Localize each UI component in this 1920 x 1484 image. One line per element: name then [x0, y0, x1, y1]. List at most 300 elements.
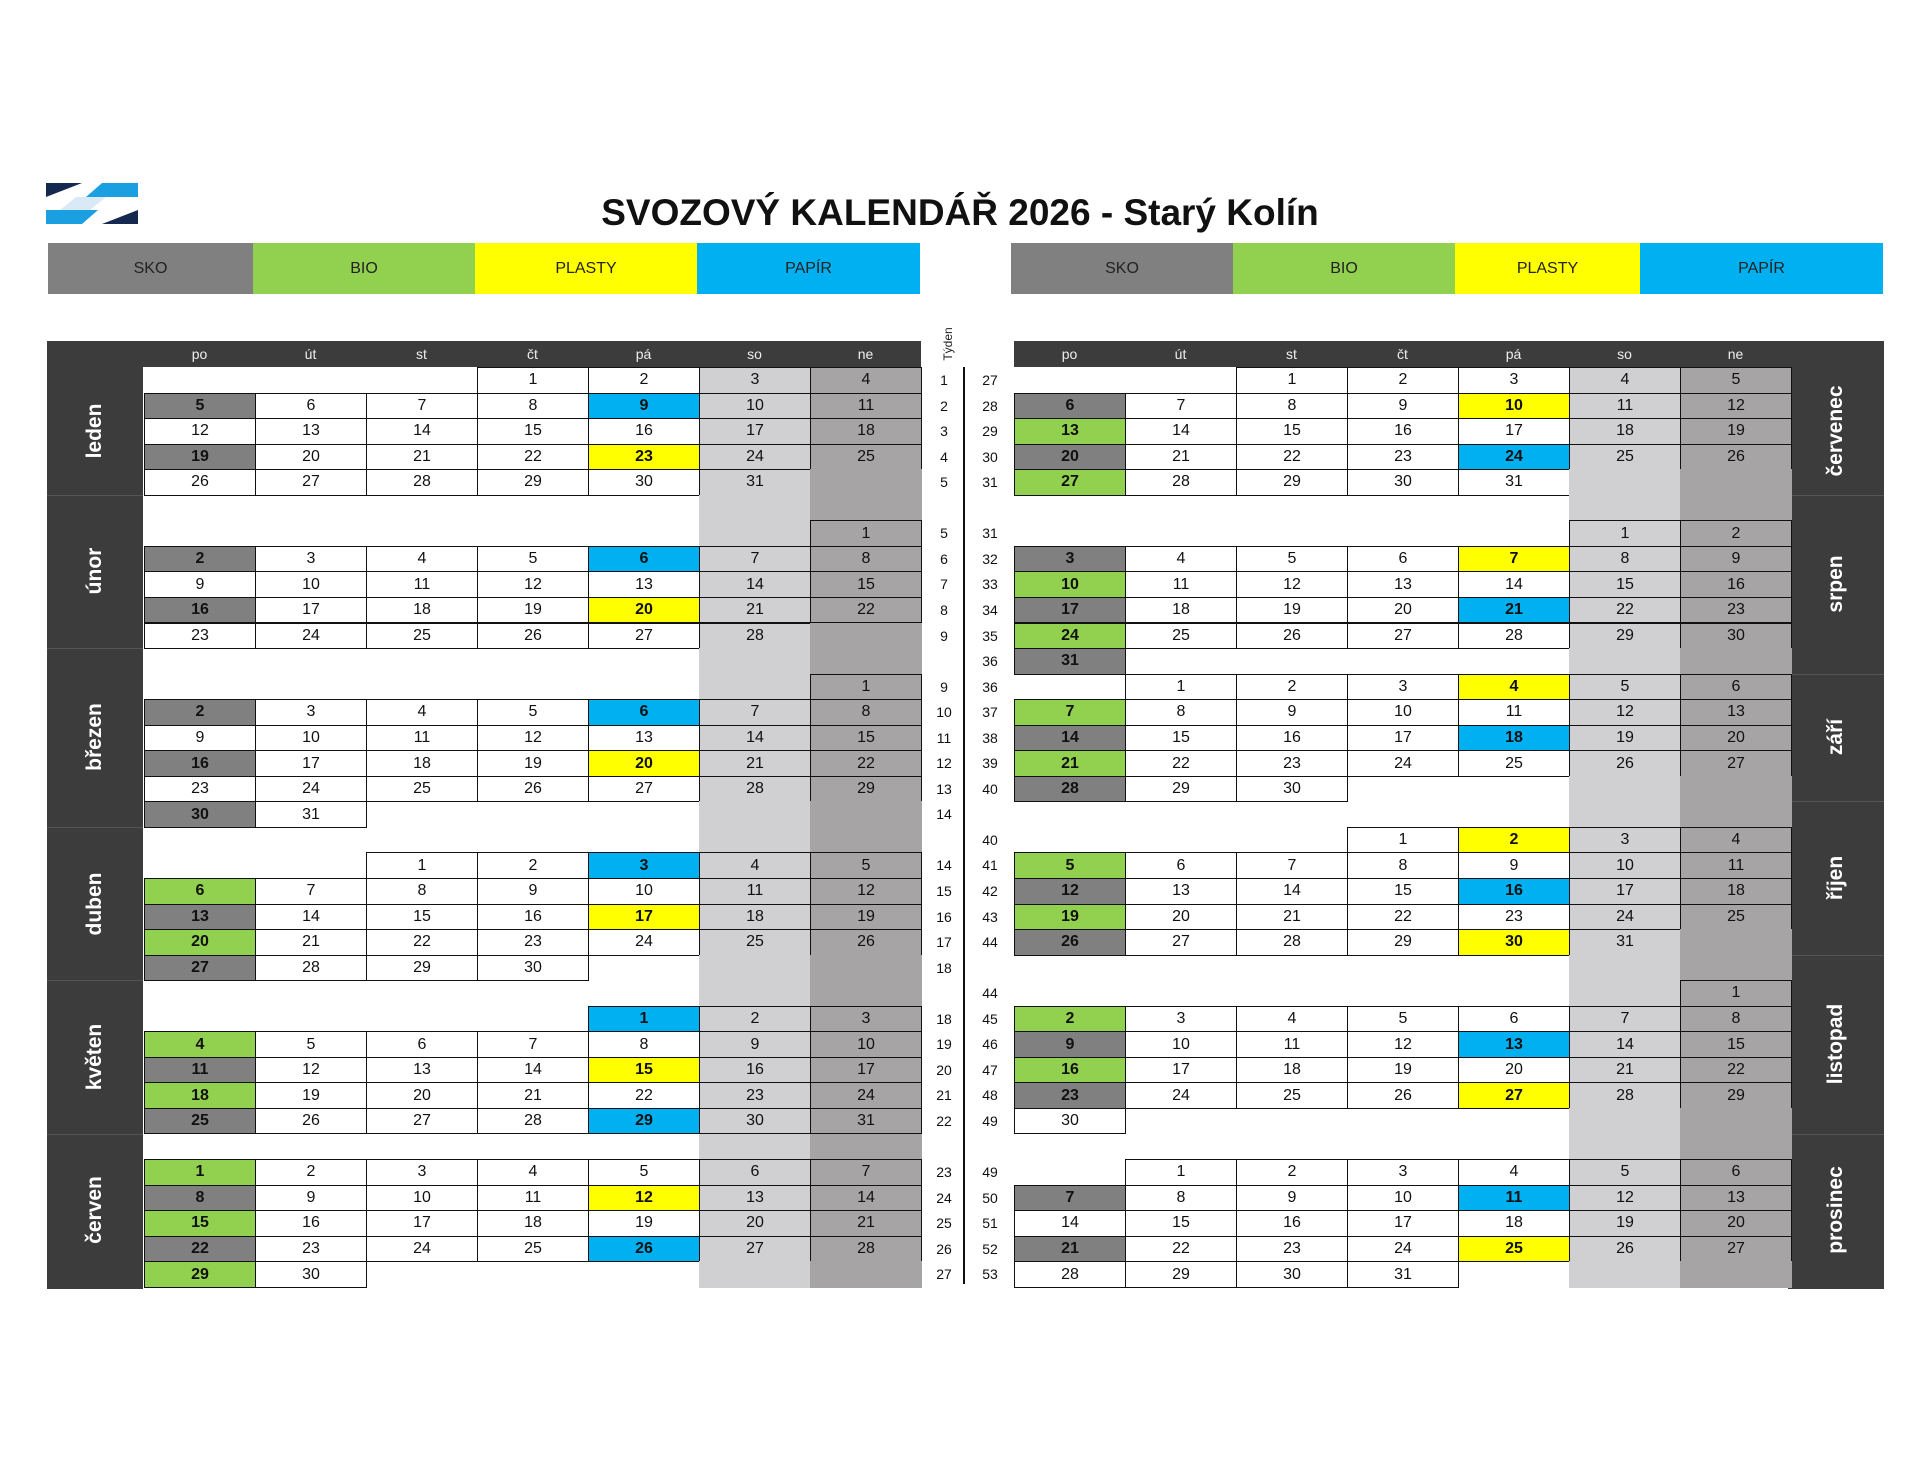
day-cell-sko[interactable]: 9 — [1014, 1031, 1126, 1058]
day-cell[interactable]: 27 — [1125, 929, 1237, 956]
day-cell[interactable]: 21 — [477, 1082, 589, 1109]
day-cell[interactable]: 3 — [1347, 674, 1459, 701]
day-cell-plasty[interactable]: 20 — [588, 750, 700, 777]
day-cell[interactable]: 28 — [699, 776, 811, 803]
day-cell-bio[interactable]: 29 — [144, 1261, 256, 1288]
day-cell[interactable]: 29 — [1680, 1082, 1792, 1109]
day-cell[interactable]: 6 — [1680, 1159, 1792, 1186]
day-cell[interactable] — [1236, 520, 1348, 547]
day-cell[interactable]: 28 — [810, 1236, 922, 1263]
day-cell[interactable]: 31 — [1458, 469, 1570, 496]
day-cell[interactable]: 15 — [810, 725, 922, 752]
day-cell[interactable]: 27 — [1347, 623, 1459, 650]
day-cell[interactable]: 2 — [1347, 367, 1459, 394]
day-cell[interactable]: 23 — [1236, 1236, 1348, 1263]
day-cell[interactable]: 26 — [810, 929, 922, 956]
day-cell[interactable] — [255, 1134, 367, 1161]
day-cell[interactable]: 22 — [366, 929, 478, 956]
day-cell[interactable] — [1347, 495, 1459, 522]
day-cell[interactable] — [1014, 495, 1126, 522]
day-cell[interactable]: 28 — [1125, 469, 1237, 496]
day-cell[interactable] — [1347, 648, 1459, 675]
day-cell[interactable]: 18 — [1236, 1057, 1348, 1084]
day-cell[interactable]: 30 — [1347, 469, 1459, 496]
day-cell[interactable]: 21 — [1236, 904, 1348, 931]
day-cell[interactable]: 4 — [1569, 367, 1681, 394]
day-cell[interactable]: 3 — [1569, 827, 1681, 854]
day-cell[interactable]: 20 — [1347, 597, 1459, 624]
day-cell[interactable]: 7 — [255, 878, 367, 905]
day-cell[interactable]: 25 — [1680, 904, 1792, 931]
day-cell-plasty[interactable]: 27 — [1458, 1082, 1570, 1109]
day-cell[interactable]: 14 — [699, 571, 811, 598]
day-cell[interactable] — [1458, 776, 1570, 803]
day-cell[interactable]: 30 — [699, 1108, 811, 1135]
day-cell[interactable] — [1680, 801, 1792, 828]
day-cell[interactable]: 9 — [1680, 546, 1792, 573]
day-cell[interactable]: 8 — [588, 1031, 700, 1058]
day-cell[interactable]: 5 — [1569, 674, 1681, 701]
day-cell[interactable]: 12 — [1569, 1185, 1681, 1212]
day-cell[interactable]: 7 — [366, 393, 478, 420]
day-cell[interactable]: 13 — [1125, 878, 1237, 905]
day-cell[interactable]: 1 — [1125, 1159, 1237, 1186]
day-cell[interactable]: 9 — [144, 725, 256, 752]
day-cell[interactable]: 28 — [1458, 623, 1570, 650]
day-cell[interactable]: 10 — [699, 393, 811, 420]
day-cell[interactable]: 30 — [255, 1261, 367, 1288]
day-cell[interactable]: 19 — [1236, 597, 1348, 624]
day-cell[interactable]: 15 — [1125, 725, 1237, 752]
day-cell[interactable]: 5 — [477, 699, 589, 726]
day-cell[interactable]: 10 — [1569, 852, 1681, 879]
day-cell[interactable]: 20 — [1458, 1057, 1570, 1084]
day-cell[interactable]: 21 — [255, 929, 367, 956]
day-cell[interactable]: 12 — [1680, 393, 1792, 420]
day-cell[interactable] — [1458, 1261, 1570, 1288]
day-cell[interactable]: 28 — [1014, 1261, 1126, 1288]
day-cell[interactable]: 10 — [810, 1031, 922, 1058]
day-cell[interactable]: 9 — [1236, 699, 1348, 726]
day-cell[interactable] — [366, 827, 478, 854]
day-cell[interactable] — [810, 827, 922, 854]
day-cell[interactable]: 6 — [366, 1031, 478, 1058]
day-cell[interactable] — [1125, 1108, 1237, 1135]
day-cell[interactable]: 16 — [255, 1210, 367, 1237]
day-cell[interactable]: 24 — [255, 776, 367, 803]
day-cell-sko[interactable]: 19 — [144, 444, 256, 471]
day-cell[interactable]: 15 — [1347, 878, 1459, 905]
day-cell[interactable]: 8 — [810, 699, 922, 726]
day-cell[interactable]: 21 — [810, 1210, 922, 1237]
day-cell[interactable]: 4 — [366, 699, 478, 726]
day-cell[interactable]: 19 — [810, 904, 922, 931]
day-cell-bio[interactable]: 1 — [144, 1159, 256, 1186]
day-cell[interactable]: 23 — [144, 776, 256, 803]
day-cell[interactable]: 15 — [1569, 571, 1681, 598]
day-cell-sko[interactable]: 31 — [1014, 648, 1126, 675]
day-cell-papir[interactable]: 29 — [588, 1108, 700, 1135]
day-cell-papir[interactable]: 6 — [588, 699, 700, 726]
day-cell[interactable]: 30 — [588, 469, 700, 496]
day-cell-bio[interactable]: 5 — [1014, 852, 1126, 879]
day-cell[interactable]: 27 — [588, 623, 700, 650]
day-cell[interactable] — [699, 955, 811, 982]
day-cell[interactable] — [699, 520, 811, 547]
day-cell[interactable]: 27 — [1680, 1236, 1792, 1263]
day-cell[interactable] — [1347, 1134, 1459, 1161]
day-cell[interactable]: 3 — [255, 699, 367, 726]
day-cell[interactable]: 17 — [810, 1057, 922, 1084]
day-cell[interactable]: 7 — [810, 1159, 922, 1186]
day-cell-papir[interactable]: 9 — [588, 393, 700, 420]
day-cell[interactable] — [699, 801, 811, 828]
day-cell[interactable] — [1458, 801, 1570, 828]
day-cell[interactable]: 9 — [255, 1185, 367, 1212]
day-cell[interactable]: 2 — [1680, 520, 1792, 547]
day-cell[interactable]: 22 — [1125, 750, 1237, 777]
day-cell-sko[interactable]: 17 — [1014, 597, 1126, 624]
day-cell[interactable] — [366, 1006, 478, 1033]
day-cell[interactable] — [144, 1006, 256, 1033]
day-cell[interactable]: 25 — [1569, 444, 1681, 471]
day-cell[interactable] — [144, 980, 256, 1007]
day-cell[interactable]: 18 — [1458, 1210, 1570, 1237]
day-cell[interactable]: 25 — [366, 623, 478, 650]
day-cell[interactable]: 14 — [255, 904, 367, 931]
day-cell[interactable] — [255, 852, 367, 879]
day-cell[interactable]: 19 — [1347, 1057, 1459, 1084]
day-cell[interactable]: 18 — [810, 418, 922, 445]
day-cell[interactable] — [477, 520, 589, 547]
day-cell[interactable]: 26 — [1236, 623, 1348, 650]
day-cell[interactable]: 3 — [366, 1159, 478, 1186]
day-cell[interactable]: 22 — [810, 597, 922, 624]
day-cell[interactable]: 25 — [699, 929, 811, 956]
day-cell[interactable] — [1458, 955, 1570, 982]
day-cell[interactable]: 7 — [699, 546, 811, 573]
day-cell[interactable]: 3 — [699, 367, 811, 394]
day-cell[interactable]: 23 — [1680, 597, 1792, 624]
day-cell[interactable] — [1014, 520, 1126, 547]
day-cell[interactable]: 3 — [810, 1006, 922, 1033]
day-cell[interactable]: 26 — [1569, 750, 1681, 777]
day-cell[interactable] — [144, 852, 256, 879]
day-cell[interactable] — [588, 955, 700, 982]
day-cell[interactable]: 14 — [1014, 1210, 1126, 1237]
day-cell[interactable]: 15 — [1680, 1031, 1792, 1058]
day-cell-plasty[interactable]: 25 — [1458, 1236, 1570, 1263]
day-cell[interactable] — [1014, 1159, 1126, 1186]
day-cell[interactable] — [1680, 495, 1792, 522]
day-cell[interactable]: 5 — [255, 1031, 367, 1058]
day-cell[interactable]: 27 — [255, 469, 367, 496]
day-cell[interactable]: 3 — [1458, 367, 1570, 394]
day-cell[interactable] — [1014, 1134, 1126, 1161]
day-cell[interactable]: 11 — [810, 393, 922, 420]
day-cell[interactable] — [1347, 1108, 1459, 1135]
day-cell-papir[interactable]: 1 — [588, 1006, 700, 1033]
day-cell[interactable]: 20 — [366, 1082, 478, 1109]
day-cell[interactable]: 28 — [255, 955, 367, 982]
day-cell[interactable]: 21 — [1569, 1057, 1681, 1084]
day-cell-bio[interactable]: 15 — [144, 1210, 256, 1237]
day-cell[interactable] — [477, 980, 589, 1007]
day-cell[interactable] — [810, 469, 922, 496]
day-cell[interactable]: 5 — [588, 1159, 700, 1186]
day-cell[interactable]: 4 — [810, 367, 922, 394]
day-cell[interactable] — [1347, 776, 1459, 803]
day-cell-plasty[interactable]: 23 — [588, 444, 700, 471]
day-cell[interactable] — [1458, 980, 1570, 1007]
day-cell[interactable]: 12 — [255, 1057, 367, 1084]
day-cell[interactable]: 24 — [699, 444, 811, 471]
day-cell[interactable] — [366, 674, 478, 701]
day-cell[interactable]: 9 — [1347, 393, 1459, 420]
day-cell[interactable]: 18 — [1569, 418, 1681, 445]
day-cell[interactable] — [588, 495, 700, 522]
day-cell[interactable]: 2 — [255, 1159, 367, 1186]
day-cell[interactable]: 26 — [1680, 444, 1792, 471]
day-cell[interactable]: 2 — [1236, 674, 1348, 701]
day-cell[interactable] — [1014, 801, 1126, 828]
day-cell[interactable]: 13 — [255, 418, 367, 445]
day-cell[interactable]: 18 — [1125, 597, 1237, 624]
day-cell[interactable] — [144, 495, 256, 522]
day-cell[interactable] — [477, 495, 589, 522]
day-cell[interactable]: 18 — [699, 904, 811, 931]
day-cell[interactable]: 29 — [477, 469, 589, 496]
day-cell[interactable] — [1569, 955, 1681, 982]
day-cell[interactable] — [144, 674, 256, 701]
day-cell[interactable] — [1458, 1108, 1570, 1135]
day-cell[interactable]: 14 — [810, 1185, 922, 1212]
day-cell[interactable]: 15 — [477, 418, 589, 445]
day-cell[interactable] — [699, 495, 811, 522]
day-cell[interactable] — [699, 1134, 811, 1161]
day-cell[interactable]: 3 — [1125, 1006, 1237, 1033]
day-cell[interactable] — [810, 623, 922, 650]
day-cell[interactable]: 5 — [1347, 1006, 1459, 1033]
day-cell[interactable]: 23 — [255, 1236, 367, 1263]
day-cell[interactable]: 7 — [1125, 393, 1237, 420]
day-cell[interactable]: 11 — [1458, 699, 1570, 726]
day-cell[interactable] — [588, 1261, 700, 1288]
day-cell[interactable]: 29 — [810, 776, 922, 803]
day-cell[interactable] — [810, 648, 922, 675]
day-cell-bio[interactable]: 6 — [144, 878, 256, 905]
day-cell[interactable] — [588, 674, 700, 701]
day-cell-plasty[interactable]: 12 — [588, 1185, 700, 1212]
day-cell[interactable] — [1680, 1134, 1792, 1161]
day-cell-sko[interactable]: 26 — [1014, 929, 1126, 956]
day-cell-papir[interactable]: 18 — [1458, 725, 1570, 752]
day-cell-papir[interactable]: 6 — [588, 546, 700, 573]
day-cell[interactable]: 10 — [1125, 1031, 1237, 1058]
day-cell[interactable]: 17 — [1125, 1057, 1237, 1084]
day-cell[interactable]: 17 — [1569, 878, 1681, 905]
day-cell[interactable] — [1569, 648, 1681, 675]
day-cell[interactable]: 22 — [1236, 444, 1348, 471]
day-cell[interactable] — [144, 367, 256, 394]
day-cell[interactable]: 12 — [1236, 571, 1348, 598]
day-cell[interactable]: 14 — [1125, 418, 1237, 445]
day-cell[interactable]: 5 — [1236, 546, 1348, 573]
day-cell[interactable]: 23 — [1458, 904, 1570, 931]
day-cell[interactable]: 22 — [477, 444, 589, 471]
day-cell[interactable] — [1014, 674, 1126, 701]
day-cell[interactable] — [1014, 955, 1126, 982]
day-cell[interactable] — [699, 674, 811, 701]
day-cell[interactable]: 6 — [1347, 546, 1459, 573]
day-cell[interactable]: 2 — [699, 1006, 811, 1033]
day-cell[interactable]: 1 — [1569, 520, 1681, 547]
day-cell[interactable]: 21 — [1125, 444, 1237, 471]
day-cell[interactable] — [144, 827, 256, 854]
day-cell[interactable]: 28 — [477, 1108, 589, 1135]
day-cell[interactable] — [255, 980, 367, 1007]
day-cell[interactable] — [1347, 520, 1459, 547]
day-cell[interactable] — [1569, 1134, 1681, 1161]
day-cell[interactable] — [255, 520, 367, 547]
day-cell[interactable]: 1 — [1236, 367, 1348, 394]
day-cell[interactable]: 5 — [1569, 1159, 1681, 1186]
day-cell[interactable]: 1 — [810, 520, 922, 547]
day-cell[interactable]: 5 — [477, 546, 589, 573]
day-cell[interactable] — [144, 520, 256, 547]
day-cell-bio[interactable]: 19 — [1014, 904, 1126, 931]
day-cell-sko[interactable]: 2 — [144, 699, 256, 726]
day-cell[interactable]: 29 — [1125, 1261, 1237, 1288]
day-cell-sko[interactable]: 27 — [144, 955, 256, 982]
day-cell[interactable] — [1125, 955, 1237, 982]
day-cell[interactable]: 10 — [255, 725, 367, 752]
day-cell-bio[interactable]: 21 — [1014, 750, 1126, 777]
day-cell[interactable] — [1458, 1134, 1570, 1161]
day-cell[interactable] — [810, 801, 922, 828]
day-cell[interactable]: 21 — [699, 597, 811, 624]
day-cell[interactable]: 1 — [477, 367, 589, 394]
day-cell[interactable] — [1569, 980, 1681, 1007]
day-cell[interactable]: 20 — [699, 1210, 811, 1237]
day-cell[interactable] — [144, 648, 256, 675]
day-cell[interactable]: 29 — [1125, 776, 1237, 803]
day-cell[interactable]: 2 — [1236, 1159, 1348, 1186]
day-cell[interactable]: 16 — [1236, 725, 1348, 752]
day-cell[interactable]: 5 — [810, 852, 922, 879]
day-cell[interactable] — [366, 1134, 478, 1161]
day-cell[interactable]: 10 — [588, 878, 700, 905]
day-cell[interactable] — [255, 827, 367, 854]
day-cell[interactable]: 3 — [1347, 1159, 1459, 1186]
day-cell-sko[interactable]: 5 — [144, 393, 256, 420]
day-cell[interactable]: 23 — [699, 1082, 811, 1109]
day-cell-sko[interactable]: 8 — [144, 1185, 256, 1212]
day-cell[interactable]: 16 — [1347, 418, 1459, 445]
day-cell[interactable] — [477, 1261, 589, 1288]
day-cell[interactable]: 1 — [1680, 980, 1792, 1007]
day-cell[interactable] — [255, 367, 367, 394]
day-cell-bio[interactable]: 27 — [1014, 469, 1126, 496]
day-cell[interactable] — [588, 801, 700, 828]
day-cell[interactable] — [366, 1261, 478, 1288]
day-cell[interactable]: 4 — [477, 1159, 589, 1186]
day-cell-papir[interactable]: 11 — [1458, 1185, 1570, 1212]
day-cell[interactable] — [477, 648, 589, 675]
day-cell[interactable]: 6 — [699, 1159, 811, 1186]
day-cell[interactable]: 27 — [366, 1108, 478, 1135]
day-cell[interactable]: 23 — [144, 623, 256, 650]
day-cell[interactable]: 2 — [588, 367, 700, 394]
day-cell[interactable]: 18 — [366, 750, 478, 777]
day-cell[interactable]: 11 — [1680, 852, 1792, 879]
day-cell[interactable]: 19 — [588, 1210, 700, 1237]
day-cell-plasty[interactable]: 17 — [588, 904, 700, 931]
day-cell[interactable]: 19 — [255, 1082, 367, 1109]
day-cell[interactable]: 28 — [366, 469, 478, 496]
day-cell[interactable] — [366, 980, 478, 1007]
day-cell[interactable]: 22 — [1569, 597, 1681, 624]
day-cell[interactable] — [588, 520, 700, 547]
day-cell[interactable]: 13 — [699, 1185, 811, 1212]
day-cell[interactable]: 14 — [699, 725, 811, 752]
day-cell[interactable]: 17 — [255, 597, 367, 624]
day-cell[interactable] — [810, 1134, 922, 1161]
day-cell[interactable]: 26 — [1347, 1082, 1459, 1109]
day-cell-plasty[interactable]: 7 — [1458, 546, 1570, 573]
day-cell[interactable] — [1680, 776, 1792, 803]
day-cell[interactable] — [1125, 1134, 1237, 1161]
day-cell[interactable]: 11 — [699, 878, 811, 905]
day-cell[interactable]: 4 — [1236, 1006, 1348, 1033]
day-cell[interactable]: 20 — [1680, 725, 1792, 752]
day-cell-bio[interactable]: 4 — [144, 1031, 256, 1058]
day-cell[interactable]: 31 — [255, 801, 367, 828]
day-cell[interactable] — [1569, 495, 1681, 522]
day-cell[interactable]: 14 — [1569, 1031, 1681, 1058]
day-cell[interactable] — [1236, 1108, 1348, 1135]
day-cell[interactable]: 8 — [1680, 1006, 1792, 1033]
day-cell[interactable]: 12 — [810, 878, 922, 905]
day-cell-plasty[interactable]: 4 — [1458, 674, 1570, 701]
day-cell[interactable]: 30 — [1680, 623, 1792, 650]
day-cell[interactable] — [1680, 929, 1792, 956]
day-cell[interactable] — [477, 827, 589, 854]
day-cell[interactable]: 22 — [1680, 1057, 1792, 1084]
day-cell[interactable]: 25 — [366, 776, 478, 803]
day-cell[interactable]: 19 — [1569, 1210, 1681, 1237]
day-cell[interactable]: 16 — [1680, 571, 1792, 598]
day-cell[interactable]: 22 — [588, 1082, 700, 1109]
day-cell[interactable]: 24 — [1125, 1082, 1237, 1109]
day-cell[interactable]: 25 — [810, 444, 922, 471]
day-cell[interactable]: 2 — [477, 852, 589, 879]
day-cell[interactable]: 10 — [1347, 1185, 1459, 1212]
day-cell[interactable] — [144, 1134, 256, 1161]
day-cell[interactable]: 9 — [144, 571, 256, 598]
day-cell[interactable]: 11 — [1125, 571, 1237, 598]
day-cell[interactable] — [1236, 980, 1348, 1007]
day-cell[interactable]: 26 — [477, 776, 589, 803]
day-cell[interactable]: 29 — [366, 955, 478, 982]
day-cell[interactable]: 14 — [1458, 571, 1570, 598]
day-cell[interactable]: 26 — [477, 623, 589, 650]
day-cell[interactable]: 30 — [1236, 1261, 1348, 1288]
day-cell[interactable] — [366, 367, 478, 394]
day-cell[interactable] — [1680, 955, 1792, 982]
day-cell[interactable]: 1 — [366, 852, 478, 879]
day-cell[interactable]: 24 — [588, 929, 700, 956]
